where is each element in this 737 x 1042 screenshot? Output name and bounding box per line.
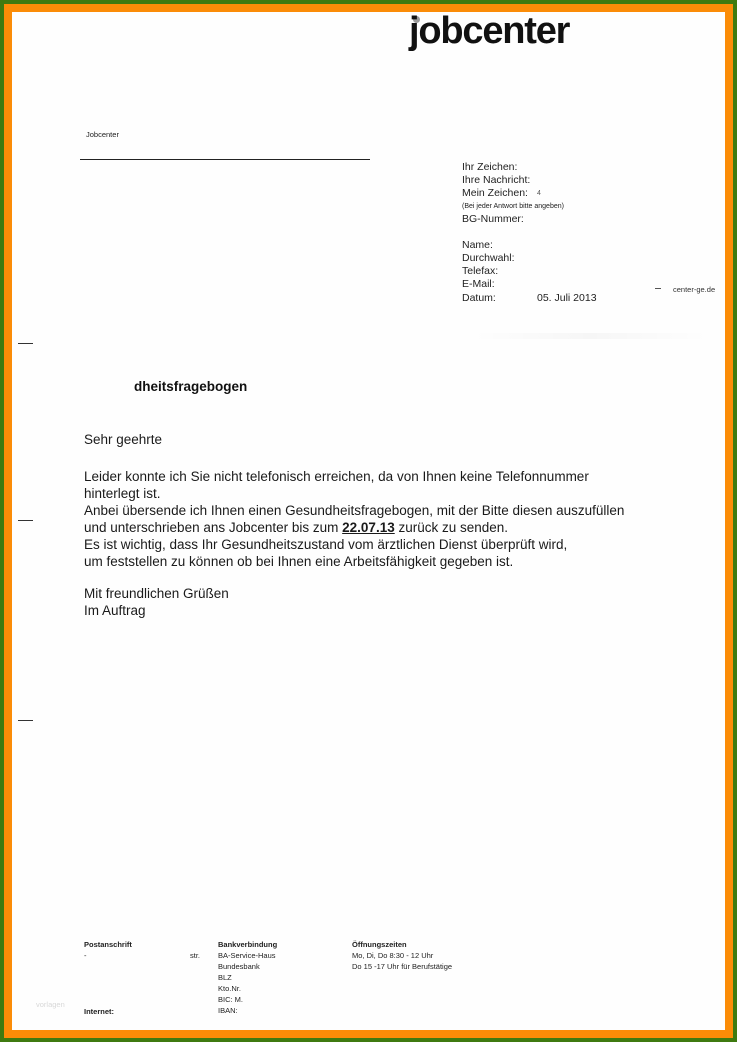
name-label: Name: (462, 238, 493, 251)
closing: Mit freundlichen Grüßen (84, 586, 229, 601)
scan-smudge (470, 333, 710, 339)
fold-mark-bottom (18, 720, 33, 721)
closing-block (84, 585, 229, 619)
email-redaction-mark (655, 288, 661, 289)
mein-zeichen-value: 4 (537, 190, 541, 197)
internet-label: Internet: (84, 1007, 114, 1016)
body-line: Leider konnte ich Sie nicht telefonisch erreichen, da von Ihnen keine Telefonnummer (84, 469, 589, 484)
postanschrift-heading: Postanschrift (84, 940, 132, 949)
bank-line: BIC: M. (218, 995, 244, 1004)
sender-line: Jobcenter (86, 130, 119, 139)
ihr-zeichen-label: Ihr Zeichen: (462, 161, 518, 173)
salutation: Sehr geehrte (84, 432, 163, 447)
durchwahl-label: Durchwahl: (462, 251, 515, 264)
body-line: Anbei übersende ich Ihnen einen Gesundheitsfragebogen, mit der Bitte diesen auszufüllen (84, 503, 625, 518)
email-domain: center-ge.de (673, 285, 716, 294)
bank-line: BLZ (218, 973, 232, 982)
mein-zeichen-label: Mein Zeichen: (462, 187, 528, 200)
hours-line: Do 15 -17 Uhr für Berufstätige (352, 962, 453, 971)
body-text-fragment: und unterschrieben ans Jobcenter bis zum (84, 520, 343, 535)
body-text-fragment: zurück zu senden. (394, 520, 509, 535)
reference-hint: (Bei jeder Antwort bitte angeben) (462, 202, 564, 210)
jobcenter-logo: jobcenter (409, 10, 570, 52)
letter-body (84, 468, 684, 570)
watermark: vorlagen (36, 1000, 65, 1009)
body-line-deadline (84, 519, 684, 536)
letter-subject: dheitsfragebogen (134, 379, 248, 394)
datum-value: 05. Juli 2013 (537, 291, 597, 304)
postanschrift-street: str. (190, 951, 201, 960)
footer-hours (352, 939, 452, 972)
bank-line: BA-Service-Haus (218, 951, 276, 960)
fold-mark-top (18, 343, 33, 344)
body-line: hinterlegt ist. (84, 486, 161, 501)
bank-heading: Bankverbindung (218, 940, 278, 949)
hours-heading: Öffnungszeiten (352, 940, 407, 949)
body-line: Es ist wichtig, dass Ihr Gesundheitszustand vom ärztlichen Dienst überprüft wird, (84, 537, 568, 552)
footer-postanschrift (84, 939, 132, 961)
bank-line: Bundesbank (218, 962, 260, 971)
telefax-label: Telefax: (462, 265, 499, 278)
bank-line: IBAN: (218, 1006, 238, 1015)
footer-bank (218, 939, 277, 1016)
deadline-date: 22.07.13 (342, 520, 395, 535)
postanschrift-line: - (84, 951, 87, 960)
email-label: E-Mail: (462, 278, 495, 291)
reference-block (462, 161, 597, 305)
ihre-nachricht-label: Ihre Nachricht: (462, 174, 531, 187)
hours-line: Mo, Di, Do 8:30 - 12 Uhr (352, 951, 434, 960)
address-window-line (80, 159, 370, 160)
punch-mark (18, 520, 33, 521)
bank-line: Kto.Nr. (218, 984, 241, 993)
datum-label: Datum: (462, 291, 496, 304)
signoff: Im Auftrag (84, 603, 146, 618)
body-line: um feststellen zu können ob bei Ihnen eine Arbeitsfähigkeit gegeben ist. (84, 554, 514, 569)
bg-nummer-label: BG-Nummer: (462, 212, 524, 225)
